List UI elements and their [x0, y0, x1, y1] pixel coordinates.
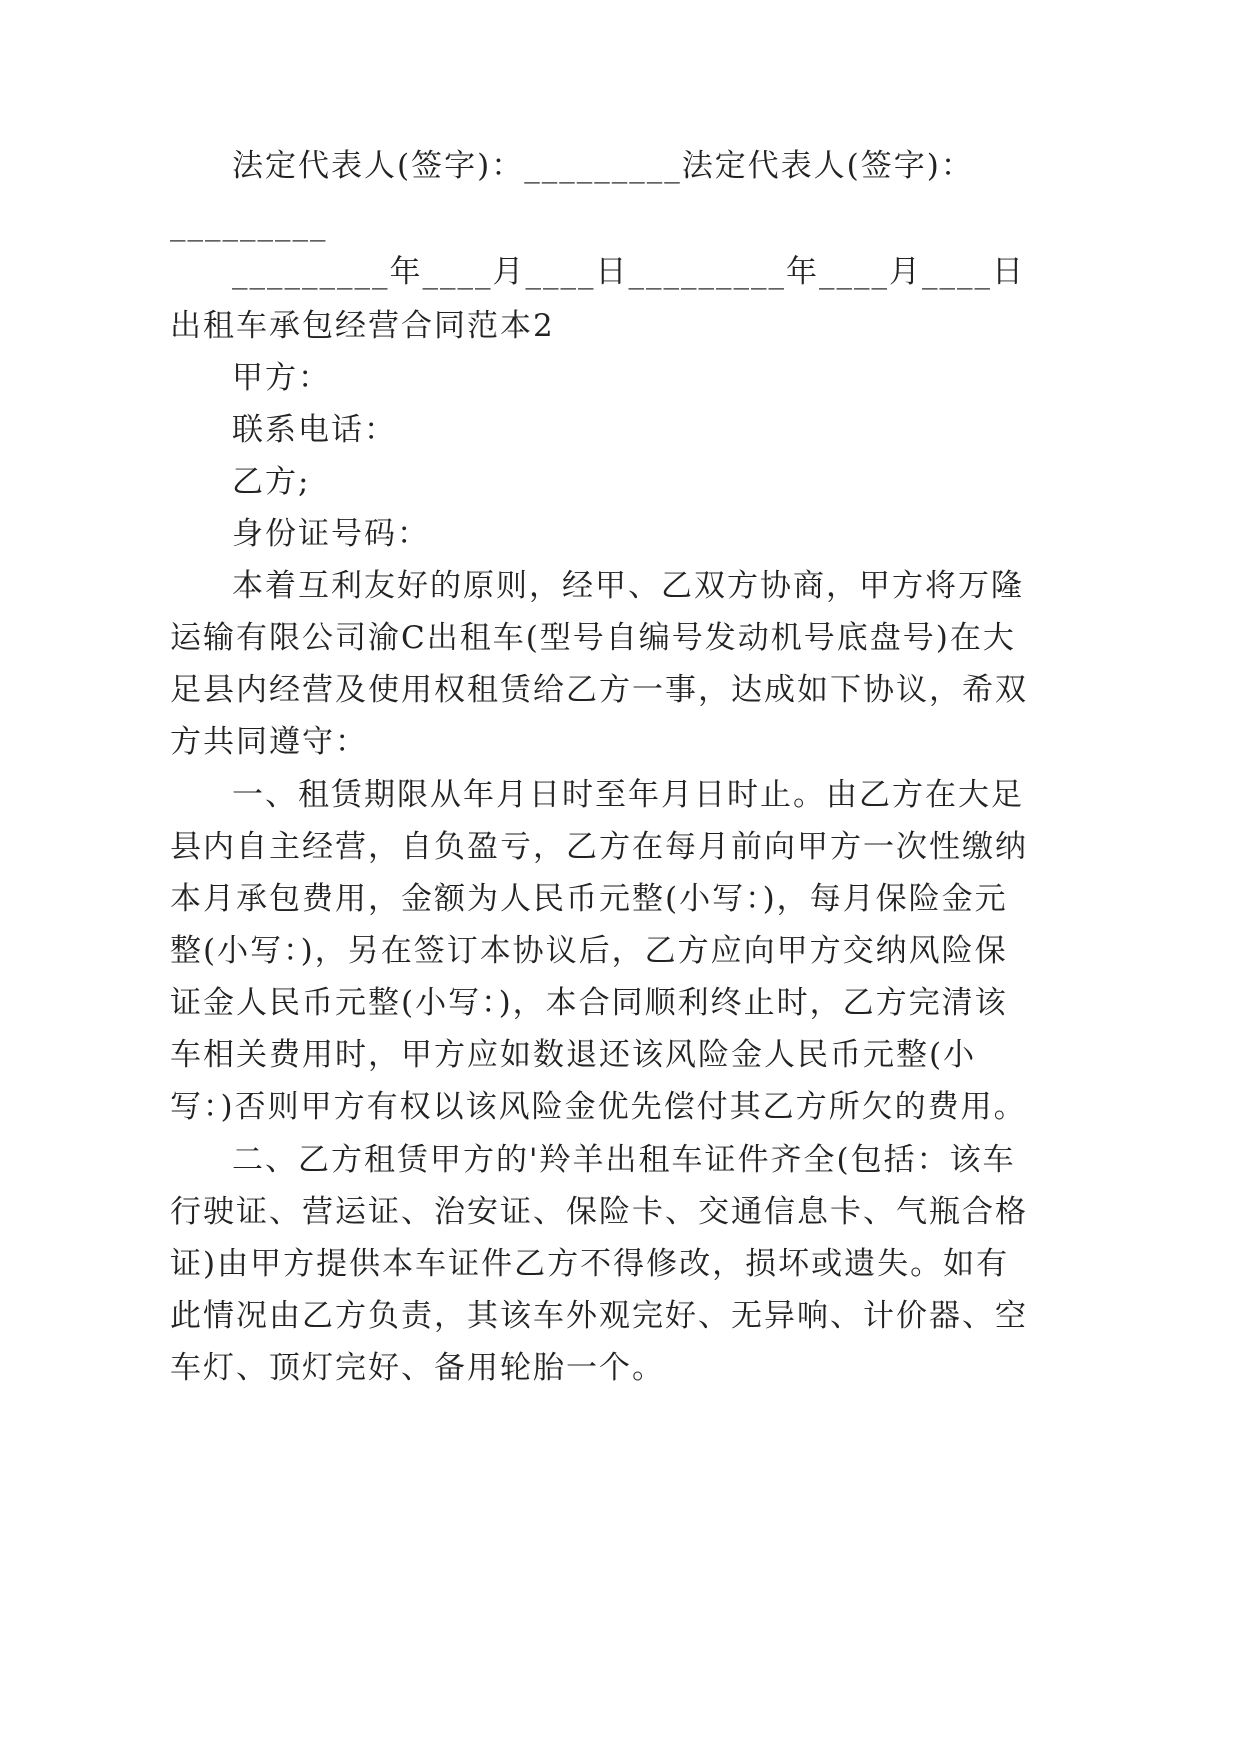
document-title: 出租车承包经营合同范本2 — [170, 308, 555, 344]
clause2-line: 车灯、顶灯完好、备用轮胎一个。 — [170, 1350, 665, 1386]
clause1-line: 证金人民币元整(小写：)，本合同顺利终止时，乙方完清该 — [170, 985, 1008, 1021]
clause1-line: 车相关费用时，甲方应如数退还该风险金人民币元整(小 — [170, 1037, 977, 1073]
clause1-line: 县内自主经营，自负盈亏，乙方在每月前向甲方一次性缴纳 — [170, 829, 1028, 865]
id-number-label: 身份证号码： — [232, 516, 430, 552]
phone-label: 联系电话： — [232, 412, 397, 448]
clause2-line: 此情况由乙方负责，其该车外观完好、无异响、计价器、空 — [170, 1298, 1028, 1334]
clause2-line: 二、乙方租赁甲方的'羚羊出租车证件齐全(包括：该车 — [232, 1142, 1016, 1178]
intro-line: 运输有限公司渝C出租车(型号自编号发动机号底盘号)在大 — [170, 620, 1016, 656]
party-a-label: 甲方： — [232, 360, 331, 396]
clause1-line: 本月承包费用，金额为人民币元整(小写：)，每月保险金元 — [170, 881, 1008, 917]
clause1-line: 写：)否则甲方有权以该风险金优先偿付其乙方所欠的费用。 — [170, 1089, 1027, 1125]
clause2-line: 行驶证、营运证、治安证、保险卡、交通信息卡、气瓶合格 — [170, 1194, 1028, 1230]
intro-line: 足县内经营及使用权租赁给乙方一事，达成如下协议，希双 — [170, 672, 1028, 708]
clause1-line: 一、租赁期限从年月日时至年月日时止。由乙方在大足 — [232, 777, 1024, 813]
date-line: _________年____月____日_________年____月____日 — [232, 254, 1025, 290]
clause2-line: 证)由甲方提供本车证件乙方不得修改，损坏或遗失。如有 — [170, 1246, 1010, 1282]
party-b-label: 乙方; — [232, 464, 311, 500]
signature-blank: _________ — [170, 206, 328, 242]
clause1-line: 整(小写：)，另在签订本协议后，乙方应向甲方交纳风险保 — [170, 933, 1008, 969]
intro-line: 方共同遵守： — [170, 724, 368, 760]
signature-line: 法定代表人(签字)：_________法定代表人(签字)： — [232, 148, 974, 184]
intro-line: 本着互利友好的原则，经甲、乙双方协商，甲方将万隆 — [232, 568, 1024, 604]
